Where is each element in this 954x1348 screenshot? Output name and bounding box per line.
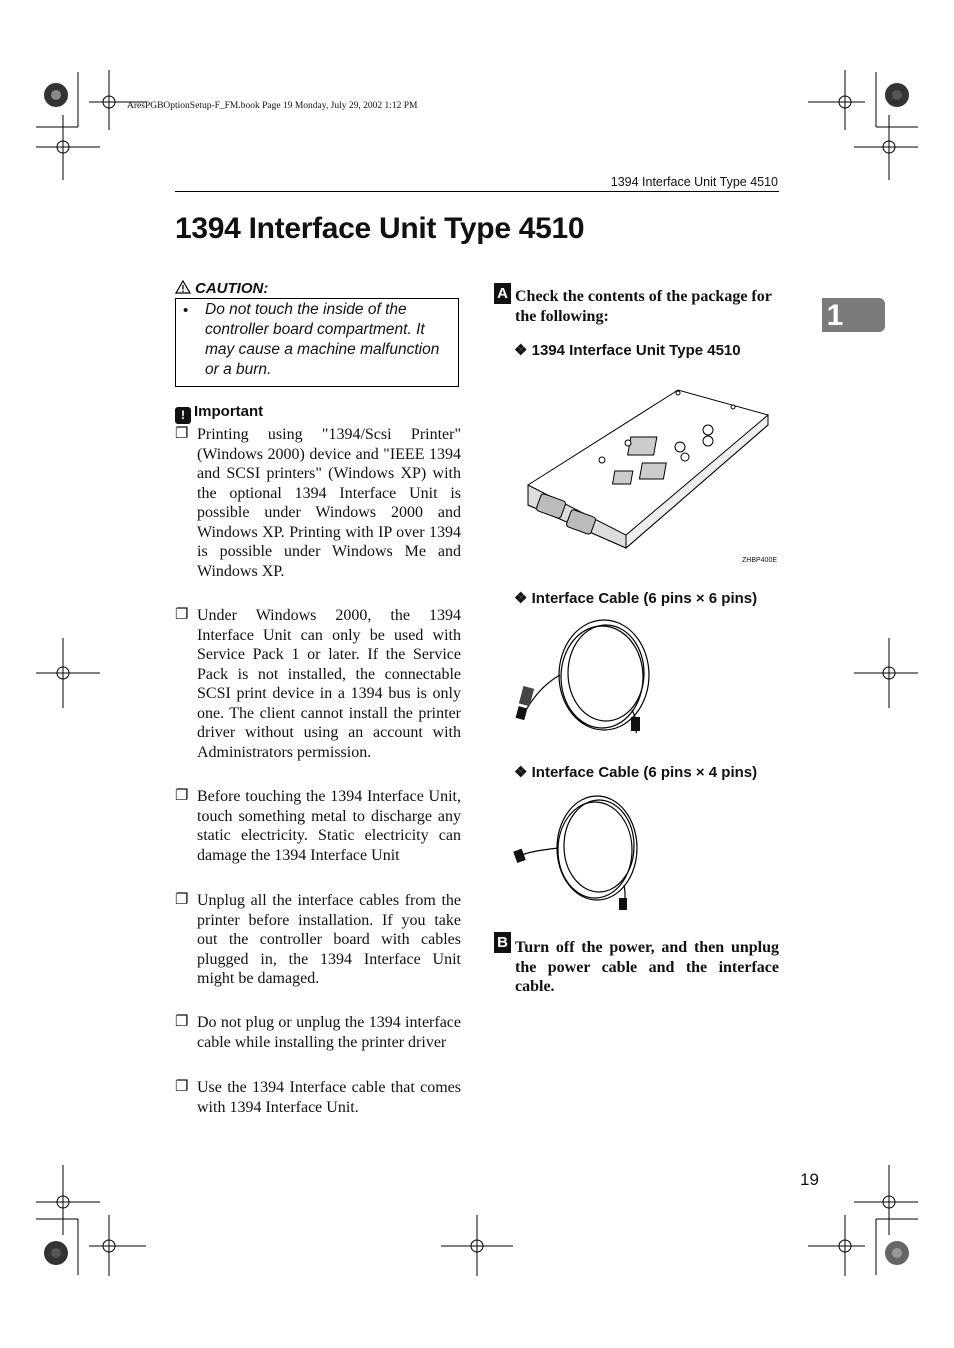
caution-label: CAUTION:: [195, 280, 269, 297]
cable-6x4-illustration: [512, 790, 642, 915]
checkbox-icon: ❐: [175, 1079, 189, 1095]
checkbox-icon: ❐: [175, 1014, 189, 1030]
important-item: [175, 606, 461, 762]
important-item-text: Unplug all the interface cables from the printer before installation. If you take out the controller board with cables plugged in, the 1394 Interface Unit might be damaged.: [197, 892, 461, 987]
important-heading: [175, 403, 263, 424]
chapter-tab: [822, 298, 885, 332]
important-item: [175, 891, 461, 989]
important-item-text: Use the 1394 Interface cable that comes with 1394 Interface Unit.: [197, 1079, 461, 1116]
file-info-line: AresPGBOptionSetup-F_FM.book Page 19 Monday, July 29, 2002 1:12 PM: [127, 101, 418, 111]
header-rule: [175, 191, 779, 192]
important-item: [175, 787, 461, 865]
subitem-label: Interface Cable (6 pins × 6 pins): [531, 590, 758, 607]
checkbox-icon: ❐: [175, 607, 189, 623]
interface-board-illustration: [518, 385, 773, 555]
step-text: Turn off the power, and then unplug the power cable and the interface cable.: [515, 939, 779, 995]
step-number: B: [494, 932, 511, 953]
diamond-bullet-icon: ❖: [514, 342, 528, 359]
important-item-text: Do not plug or unplug the 1394 interface cable while installing the printer driver: [197, 1014, 461, 1051]
important-item-text: Under Windows 2000, the 1394 Interface Unit can only be used with Service Pack 1 or later. If the Service Pack is not installed, the connectable SCSI print device in a 1394 bus is only one. The client cannot install the printer driver without using an account with Administrators permission.: [197, 607, 461, 761]
important-item-text: Before touching the 1394 Interface Unit, touch something metal to discharge any static electricity. Static electricity can damage the 1394 Interface Unit: [197, 788, 461, 864]
image-code: ZHBP400E: [742, 557, 778, 564]
subitem-heading: [514, 763, 757, 781]
important-item: [175, 1078, 461, 1117]
cable-6x6-illustration: [512, 615, 657, 743]
important-item: [175, 1013, 461, 1052]
subitem-label: 1394 Interface Unit Type 4510: [531, 342, 741, 359]
checkbox-icon: ❐: [175, 788, 189, 804]
chapter-number: 1: [826, 299, 844, 332]
caution-text: Do not touch the inside of the controller board compartment. It may cause a machine malfunction or a burn.: [205, 301, 440, 378]
important-item: [175, 425, 461, 581]
important-label: Important: [194, 403, 264, 420]
caution-heading: [175, 280, 268, 297]
checkbox-icon: ❐: [175, 892, 189, 908]
important-icon: !: [175, 407, 191, 424]
subitem-label: Interface Cable (6 pins × 4 pins): [531, 764, 758, 781]
running-head: 1394 Interface Unit Type 4510: [610, 175, 778, 189]
important-item-text: Printing using "1394/Scsi Printer" (Windows 2000) device and "IEEE 1394 and SCSI printers" (Windows XP) with the optional 1394 Interface Unit is possible under Windows 2000 and Windows XP. Printing with IP over 1394 is possible under Windows Me and Windows XP.: [197, 426, 461, 580]
page-number: 19: [800, 1170, 819, 1189]
step-text: Check the contents of the package for the following:: [515, 288, 772, 325]
checkbox-icon: ❐: [175, 426, 189, 442]
warning-triangle-icon: [175, 280, 191, 294]
page-title: 1394 Interface Unit Type 4510: [175, 212, 585, 245]
step-number: A: [494, 283, 511, 304]
subitem-heading: [514, 341, 741, 359]
subitem-heading: [514, 589, 757, 607]
diamond-bullet-icon: ❖: [514, 590, 528, 607]
caution-bullet: •: [183, 302, 189, 319]
diamond-bullet-icon: ❖: [514, 764, 528, 781]
